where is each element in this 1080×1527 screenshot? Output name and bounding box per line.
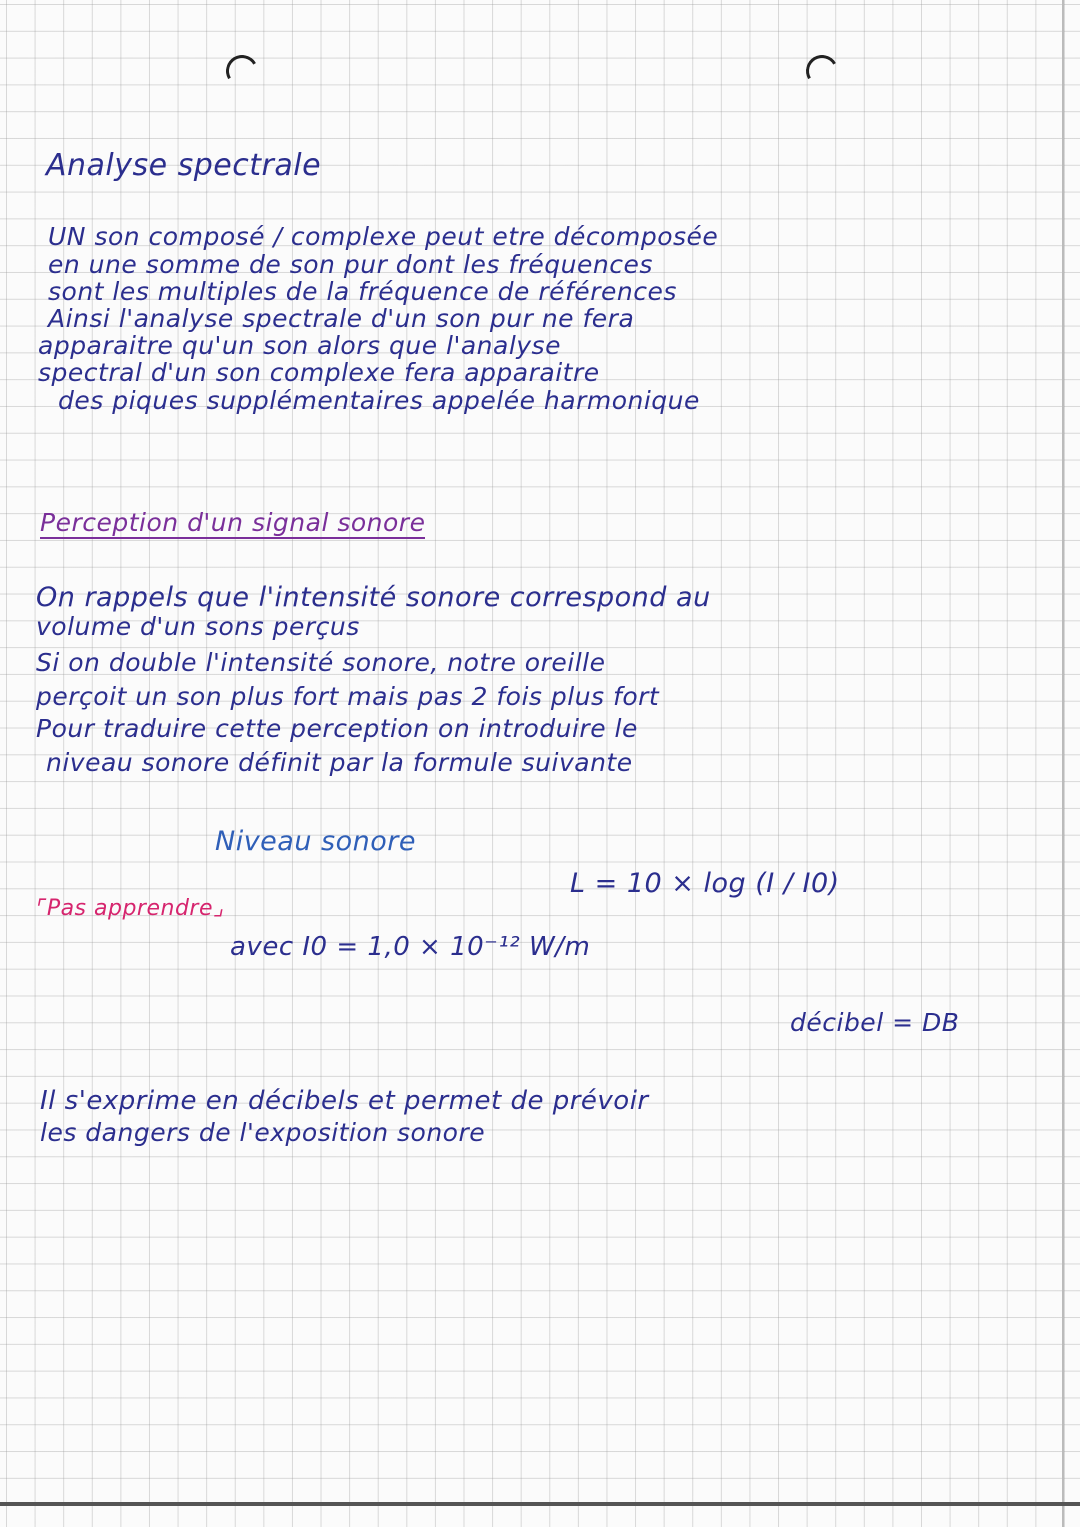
text-line: UN son composé / complexe peut etre décomposée (48, 222, 719, 251)
text-line: On rappels que l'intensité sonore correspond au (36, 582, 711, 613)
text-line: les dangers de l'exposition sonore (40, 1118, 486, 1147)
text-line: sont les multiples de la fréquence de références (48, 277, 677, 306)
text-line: Pour traduire cette perception on introduire le (36, 714, 638, 743)
page-title: Analyse spectrale (46, 148, 322, 183)
binder-hole-left (222, 51, 261, 90)
margin-note: ⌜Pas apprendre⌟ (36, 896, 224, 921)
binder-hole-right (802, 51, 841, 90)
page-bottom-edge (0, 1502, 1080, 1506)
reference-intensity: avec I0 = 1,0 × 10⁻¹² W/m (230, 932, 591, 962)
text-line: Il s'exprime en décibels et permet de prévoir (40, 1086, 649, 1116)
text-line: des piques supplémentaires appelée harmonique (58, 386, 700, 415)
text-line: spectral d'un son complexe fera apparaitre (38, 358, 600, 387)
section-heading: Perception d'un signal sonore (40, 508, 426, 537)
formula-label: Niveau sonore (215, 826, 416, 857)
page-edge-right (1062, 0, 1064, 1527)
text-line: volume d'un sons perçus (36, 612, 360, 641)
text-line: apparaitre qu'un son alors que l'analyse (38, 331, 561, 360)
unit-note: décibel = DB (790, 1008, 960, 1037)
formula: L = 10 × log (I / I0) (570, 868, 840, 899)
text-line: niveau sonore définit par la formule suivante (46, 748, 633, 777)
text-line: Si on double l'intensité sonore, notre oreille (36, 648, 606, 677)
text-line: Ainsi l'analyse spectrale d'un son pur ne fera (48, 304, 635, 333)
text-line: perçoit un son plus fort mais pas 2 fois plus fort (36, 682, 660, 711)
text-line: en une somme de son pur dont les fréquences (48, 250, 653, 279)
